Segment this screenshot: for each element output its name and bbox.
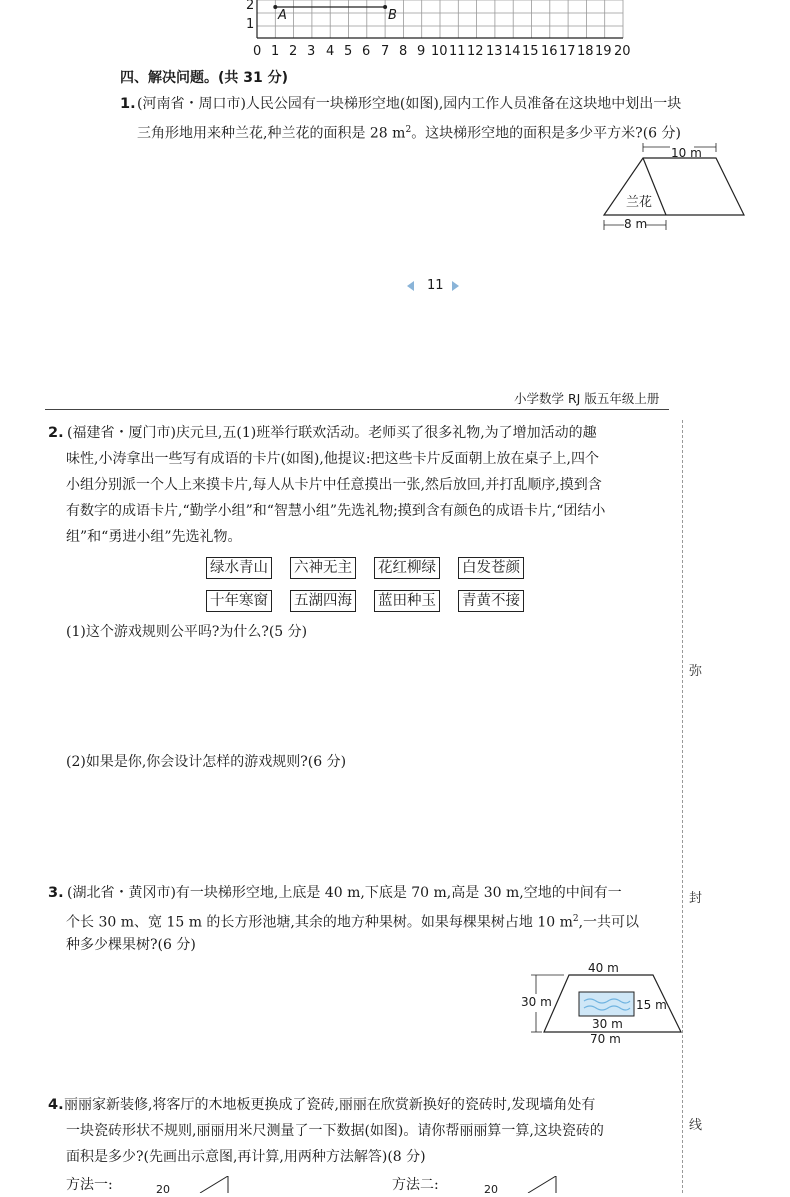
sub-question: (1)这个游戏规则公平吗?为什么?(5 分)	[66, 624, 308, 640]
tile-figure-partial	[508, 1176, 568, 1193]
x-tick: 19	[595, 44, 612, 59]
bottom-base-label: 70 m	[590, 1032, 621, 1046]
x-tick: 20	[614, 44, 631, 59]
x-tick: 3	[307, 44, 316, 59]
x-axis-ticks	[248, 44, 648, 62]
idiom-card: 白发苍颜	[458, 557, 524, 579]
y-tick-1: 1	[246, 17, 255, 32]
tile-figure-partial	[180, 1176, 240, 1193]
point-a-label: A	[278, 8, 287, 23]
point-b-label: B	[388, 8, 397, 23]
dimension-label: 20	[484, 1183, 498, 1196]
margin-char: 封	[689, 891, 703, 906]
idiom-card: 五湖四海	[290, 590, 356, 612]
question-text-line: 面积是多少?(先画出示意图,再计算,用两种方法解答)(8 分)	[66, 1149, 426, 1165]
right-arrow-icon	[451, 280, 461, 292]
x-tick: 18	[577, 44, 594, 59]
question-text-line: 个长 30 m、宽 15 m 的长方形池塘,其余的地方种果树。如果每棵果树占地 10 $m^2$,一共可以	[66, 914, 640, 931]
coordinate-grid	[250, 0, 640, 45]
margin-char: 线	[689, 1118, 703, 1133]
x-tick: 11	[449, 44, 466, 59]
x-tick: 7	[381, 44, 390, 59]
idiom-card: 十年寒窗	[206, 590, 272, 612]
question-text-line: 小组分别派一个人上来摸卡片,每人从卡片中任意摸出一张,然后放回,并打乱顺序,摸到含	[66, 477, 602, 493]
book-title: 小学数学 RJ 版五年级上册	[514, 391, 660, 406]
idiom-card: 六神无主	[290, 557, 356, 579]
x-tick: 6	[362, 44, 371, 59]
method-two-label: 方法二:	[392, 1177, 439, 1193]
x-tick: 9	[417, 44, 426, 59]
x-tick: 12	[467, 44, 484, 59]
x-tick: 2	[289, 44, 298, 59]
x-tick: 0	[253, 44, 262, 59]
bottom-base-label: 8 m	[624, 217, 648, 231]
sub-question: (2)如果是你,你会设计怎样的游戏规则?(6 分)	[66, 754, 347, 770]
top-base-label: 40 m	[588, 961, 619, 975]
section-heading: 四、解决问题。(共 31 分)	[120, 70, 289, 86]
question-text-line: (湖北省・黄冈市)有一块梯形空地,上底是 40 m,下底是 70 m,高是 30 m,空地的中间有一	[67, 885, 622, 901]
x-tick: 14	[504, 44, 521, 59]
idiom-card: 绿水青山	[206, 557, 272, 579]
x-tick: 13	[486, 44, 503, 59]
x-tick: 8	[399, 44, 408, 59]
flower-area-label: 兰花	[626, 195, 653, 210]
dimension-label: 20	[156, 1183, 170, 1196]
question-text-line: 丽丽家新装修,将客厅的木地板更换成了瓷砖,丽丽在欣赏新换好的瓷砖时,发现墙角处有	[64, 1097, 596, 1113]
top-base-label: 10 m	[671, 146, 702, 160]
x-tick: 10	[431, 44, 448, 59]
binding-line	[682, 420, 683, 1193]
x-tick: 4	[326, 44, 335, 59]
y-tick-2: 2	[246, 0, 255, 13]
x-tick: 1	[271, 44, 280, 59]
question-number: 1.	[120, 96, 136, 112]
question-number: 4.	[48, 1097, 64, 1113]
idiom-card: 蓝田种玉	[374, 590, 440, 612]
x-tick: 15	[522, 44, 539, 59]
pond-length-label: 30 m	[592, 1017, 623, 1031]
question-text-line: (福建省・厦门市)庆元旦,五(1)班举行联欢活动。老师买了很多礼物,为了增加活动的趣	[67, 425, 597, 441]
question-text-line: 有数字的成语卡片,“勤学小组”和“智慧小组”先选礼物;摸到含有颜色的成语卡片,“团结小	[66, 503, 606, 519]
idiom-card: 花红柳绿	[374, 557, 440, 579]
method-one-label: 方法一:	[66, 1177, 113, 1193]
question-number: 3.	[48, 885, 64, 901]
margin-char: 弥	[689, 664, 703, 679]
question-text-line: 组”和“勇进小组”先选礼物。	[66, 529, 242, 545]
x-tick: 5	[344, 44, 353, 59]
idiom-card: 青黄不接	[458, 590, 524, 612]
question-text-line: 一块瓷砖形状不规则,丽丽用米尺测量了一下数据(如图)。请你帮丽丽算一算,这块瓷砖的	[66, 1123, 604, 1139]
question-text-line: 种多少棵果树?(6 分)	[66, 937, 196, 953]
left-arrow-icon	[405, 280, 415, 292]
question-text-line: (河南省・周口市)人民公园有一块梯形空地(如图),园内工作人员准备在这块地中划出一块	[137, 96, 682, 112]
header-rule	[45, 409, 669, 410]
height-label: 30 m	[521, 995, 552, 1009]
question-text-line: 三角形地用来种兰花,种兰花的面积是 28 $m^2$。这块梯形空地的面积是多少平方米?(6 分)	[137, 125, 681, 142]
question-text-line: 味性,小涛拿出一些写有成语的卡片(如图),他提议:把这些卡片反面朝上放在桌子上,四个	[66, 451, 599, 467]
pond-width-label: 15 m	[636, 998, 667, 1012]
x-tick: 17	[559, 44, 576, 59]
page-number: 11	[427, 278, 444, 293]
question-number: 2.	[48, 425, 64, 441]
x-tick: 16	[541, 44, 558, 59]
